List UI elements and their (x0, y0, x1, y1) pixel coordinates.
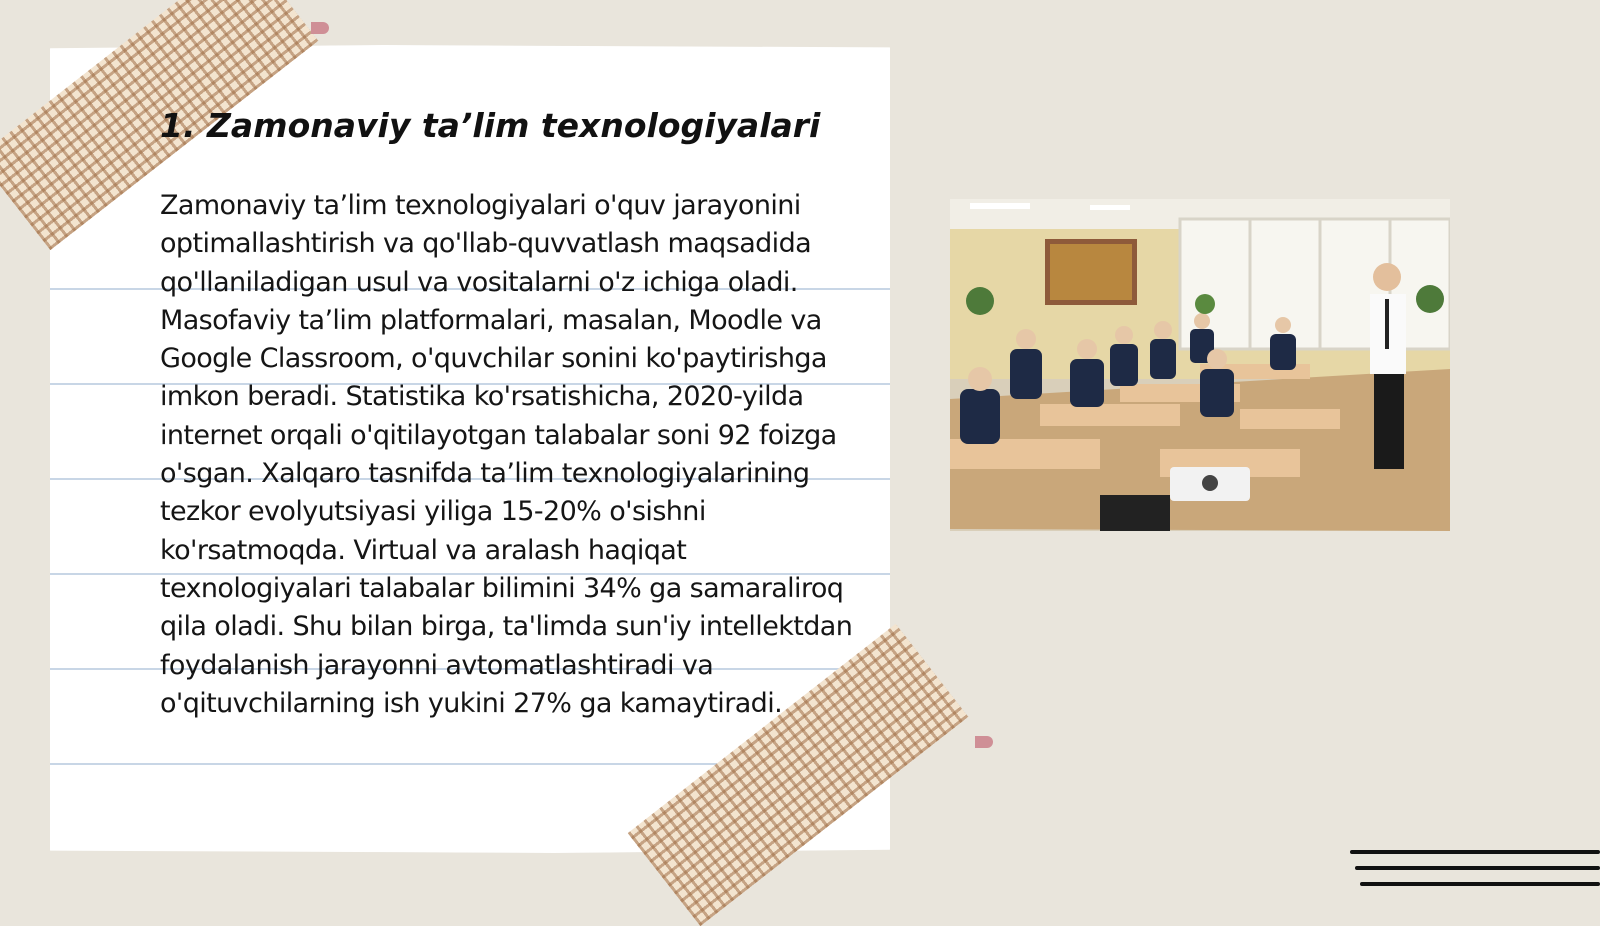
brush-stroke (1350, 850, 1600, 854)
brush-stroke (1355, 866, 1600, 870)
slide-body-text: Zamonaviy ta’lim texnologiyalari o'quv jarayonini optimallashtirish va qo'llab-quvvatlash maqsadida qo'llaniladigan usul va vositalarni o'z ichiga oladi. Masofaviy ta’lim platformalari, masalan, Moodle va Google Classroom, o'quvchilar sonini ko'paytirishga imkon beradi. Statistika ko'rsatishicha, 2020-yilda internet orqali o'qitilayotgan talabalar soni 92 foizga o'sgan. Xalqaro tasnifda ta’lim texnologiyalarining tezkor evolyutsiyasi yiliga 15-20% o'sishni ko'rsatmoqda. Virtual va aralash haqiqat texnologiyalari talabalar bilimini 34% ga samaraliroq qila oladi. Shu bilan birga, ta'limda sun'iy intellektdan foydalanish jarayonni avtomatlashtiradi va o'qituvchilarning ish yukini 27% ga kamaytiradi. (160, 190, 853, 719)
classroom-illustration (950, 199, 1450, 531)
tape-tip (975, 736, 993, 748)
slide-title: 1. Zamonaviy ta’lim texnologiyalari (160, 106, 821, 145)
tape-tip (311, 22, 329, 34)
classroom-photo (950, 199, 1450, 531)
brush-stroke (1360, 882, 1600, 886)
